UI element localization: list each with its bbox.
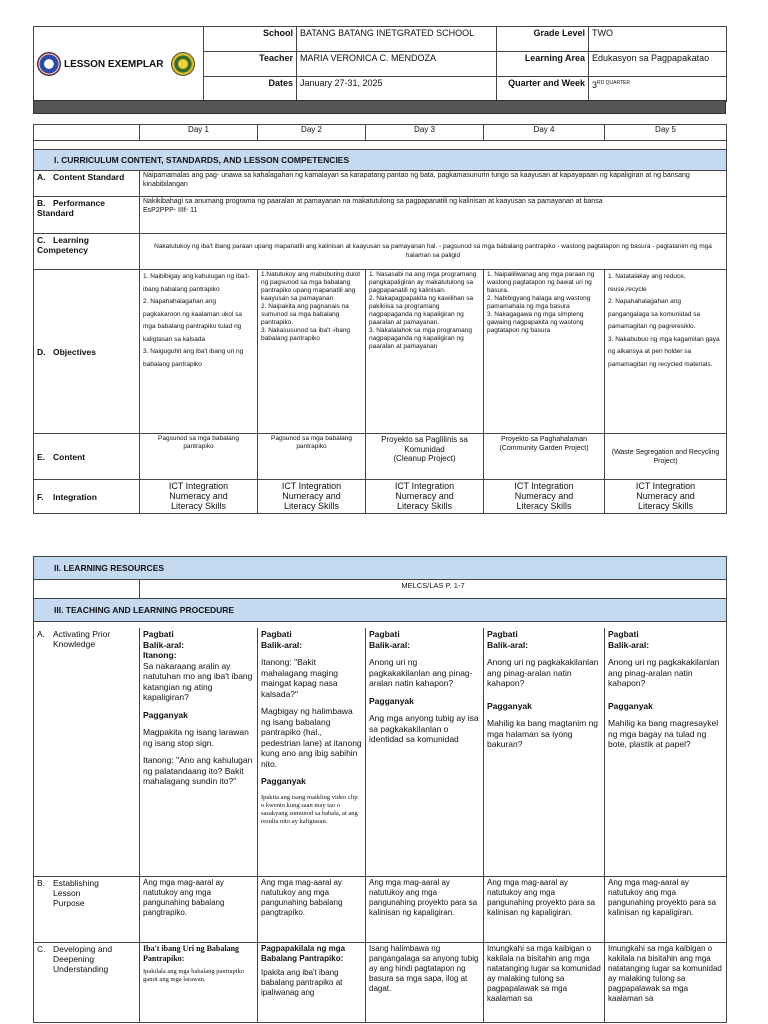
header-divider-bar	[33, 100, 726, 114]
integration-day-1: ICT Integration Numeracy and Literacy Skills	[140, 480, 258, 514]
performance-standard-text: Nakikibahagi sa anumang programa ng paaralan at pamayanan na makatutulong sa pagpapanatili ng kalinisan at kaayusan sa pamayanan at bansa	[143, 198, 603, 205]
grade-level-label: Grade Level	[497, 27, 589, 52]
content-day-3: Proyekto sa Paglilinis sa Komunidad (Cleanup Project)	[366, 434, 484, 480]
lesson-header-table	[33, 26, 727, 102]
developing-day-5: Imungkahi sa mga kaibigan o kakilala na bisitahin ang mga natatanging lugar sa komunidad ay malaking tulong sa pagpapalawak sa mga kaalaman sa	[605, 942, 727, 1022]
developing-text: Ipakilala ang mga babalang pantrapiko gamit ang mga larawan.	[143, 967, 245, 983]
row-letter: E.	[37, 451, 46, 462]
balik-aral-heading: Pagbati Balik-aral: Itanong:	[143, 629, 185, 660]
objectives-day-4: 1. Naipaliliwanag ang mga paraan ng wastong pagtatapon ng bawat uri ng basura. 2. Nabibigyang halaga ang wastong pamamahala ng mga basura 3. Nakagagawa ng mga simpleng gawaing nagpapakita ng wastong pagtatapon ng basura	[484, 270, 605, 434]
blank-corner	[34, 125, 140, 141]
quarter-number: 3	[592, 80, 598, 90]
section-curriculum-heading: I. CURRICULUM CONTENT, STANDARDS, AND LESSON COMPETENCIES	[34, 150, 727, 171]
pagganyak-heading: Pagganyak	[143, 709, 188, 720]
activating-day-1	[140, 628, 258, 876]
balik-aral-heading: Pagbati Balik-aral:	[487, 629, 529, 650]
pagganyak-text: Mahilig ka bang magtanim ng mga halaman sa iyong bakuran?	[487, 718, 599, 749]
developing-day-1	[140, 942, 258, 1022]
row-letter: C.	[37, 943, 46, 954]
row-label: Learning Competency	[37, 235, 89, 255]
school-value: BATANG BATANG INETGRATED SCHOOL	[297, 27, 497, 52]
school-seal-icon	[171, 52, 195, 76]
day-1-header: Day 1	[140, 125, 258, 141]
establishing-day-2: Ang mga mag-aaral ay natutukoy ang mga pangunahing babalang pangtrapiko.	[258, 876, 366, 942]
performance-standard-cell	[140, 197, 727, 234]
quarter-week-value	[589, 77, 727, 102]
activating-day-4	[484, 628, 605, 876]
learning-competency-text: Nakatutukoy ng iba't ibang paraan upang mapanatili ang kalinisan at kaayusan sa pamayanan hal. - pagsunod sa mga babalang pantrapiko - wastong pagtatapon ng basura - pagtatanim ng mga halaman sa paligid	[140, 234, 727, 270]
row-letter: F.	[37, 491, 44, 502]
objectives-label	[34, 270, 140, 434]
learning-area-label: Learning Area	[497, 52, 589, 77]
row-label: Developing and Deepening Understanding	[53, 943, 113, 974]
content-day-4: Proyekto sa Paghahalaman (Community Garden Project)	[484, 434, 605, 480]
row-letter: C.	[37, 235, 46, 245]
developing-day-3: Isang halimbawa ng pangangalaga sa anyong tubig ay ang hindi pagtatapon ng basura sa mga sapa, ilog at dagat.	[366, 942, 484, 1022]
integration-label	[34, 480, 140, 514]
pagganyak-text: Ipakita ang isang maikling video clip o kwento kung saan may tao o sasakyang sumunod sa babala, at ang resulta nito ay kaligtasan.	[261, 793, 358, 825]
procedure-table	[33, 556, 727, 1023]
developing-heading: Iba't ibang Uri ng Babalang Pantrapiko:	[143, 943, 240, 963]
objectives-day-3: 1. Nasasabi na ang mga programang pangkapaligiran ay makatutulong sa pagpapanatili ng kalinisan. 2. Nakapagpapakita ng kawilihan sa pakikiisa sa programang nagpapaganda ng kapaligiran ng paaralan at pamayanan. 3. Nakalalahok sa mga programang nagpapaganda ng kapaligiran ng paaralan at pamayanan	[366, 270, 484, 434]
dates-value: January 27-31, 2025	[297, 77, 497, 102]
row-letter: D.	[37, 346, 46, 357]
day-5-header: Day 5	[605, 125, 727, 141]
developing-day-4: Imungkahi sa mga kaibigan o kakilala na bisitahin ang mga natatanging lugar sa komunidad ay malaking tulong sa pagpapalawak sa mga kaalaman sa	[484, 942, 605, 1022]
activating-question: Sa nakaraang aralin ay natutuhan mo ang iba't ibang katangian ng ating kapaligiran?	[143, 660, 253, 702]
objectives-day-1: 1. Naibibigay ang kahulugan ng iba't-ibang babalang pantrapiko 2. Napahahalagahan ang pagkakaroon ng kaalaman ukol sa mga babalang pantrapiko tulad ng kaligtasan sa kalsada 3. Naiguguhit ang iba't ibang uri ng babalang pantrapiko	[140, 270, 258, 434]
establishing-day-1: Ang mga mag-aaral ay natutukoy ang mga pangunahing babalang pangtrapiko.	[140, 876, 258, 942]
lesson-exemplar-title: LESSON EXEMPLAR	[64, 58, 164, 70]
teacher-label: Teacher	[204, 52, 297, 77]
objectives-day-2: 1.Natutukoy ang mabubuting dulot ng pagsunod sa mga babalang pantrapiko upang mapanatili ang kaayusan sa pamayanan 2. Naipakita ang pagnanais na sumunod sa mga babalang pantrapiko. 3. Nakasusunod sa iba't -ibang babalang pantrapiko	[258, 270, 366, 434]
content-day-5: (Waste Segregation and Recycling Project)	[605, 434, 727, 480]
row-label: Integration	[53, 491, 97, 502]
row-letter: B.	[37, 198, 46, 208]
pagganyak-heading: Pagganyak	[261, 776, 306, 786]
pagganyak-heading: Pagganyak	[369, 695, 414, 706]
content-label	[34, 434, 140, 480]
performance-standard-code: EsP2PPP- IIIf- 11	[143, 206, 198, 214]
section-resources-heading: II. LEARNING RESOURCES	[34, 557, 727, 580]
activating-day-3	[366, 628, 484, 876]
integration-day-4: ICT Integration Numeracy and Literacy Skills	[484, 480, 605, 514]
activating-label	[34, 628, 140, 876]
row-label: Content Standard	[53, 172, 125, 182]
balik-aral-heading: Pagbati Balik-aral:	[261, 629, 303, 650]
dates-label: Dates	[204, 77, 297, 102]
pagganyak-heading: Pagganyak	[608, 700, 653, 711]
day-4-header: Day 4	[484, 125, 605, 141]
teacher-value: MARIA VERONICA C. MENDOZA	[297, 52, 497, 77]
pagganyak-text: Ang mga anyong tubig ay isa sa pagkakakilanlan o identidad sa komunidad	[369, 713, 479, 744]
developing-heading: Pagpapakilala ng mga Babalang Pantrapiko:	[261, 943, 346, 963]
row-label: Establishing Lesson Purpose	[53, 877, 99, 908]
grade-level-value: TWO	[589, 27, 727, 52]
learning-competency-label	[34, 234, 140, 270]
pagganyak-question: Itanong: "Ano ang kahulugan ng palatandaang ito? Bakit mahalagang sundin ito?"	[143, 755, 253, 786]
pagganyak-text: Magpakita ng isang larawan ng isang stop sign.	[143, 727, 249, 748]
establishing-day-4: Ang mga mag-aaral ay natutukoy ang mga pangunahing proyekto para sa kalinisan ng kapaligiran.	[484, 876, 605, 942]
resources-text: MELCS/LAS P. 1-7	[140, 580, 727, 599]
row-label: Objectives	[53, 346, 96, 357]
row-label: Activating Prior Knowledge	[53, 629, 111, 649]
activating-question: Anong uri ng pagkakakilanlan ang pinag-aralan natin kahapon?	[608, 657, 720, 688]
developing-day-2	[258, 942, 366, 1022]
performance-standard-label	[34, 197, 140, 234]
section-procedure-heading: III. TEACHING AND LEARNING PROCEDURE	[34, 599, 727, 622]
row-letter: B.	[37, 877, 46, 888]
quarter-week-label: Quarter and Week	[497, 77, 589, 102]
integration-day-3: ICT Integration Numeracy and Literacy Skills	[366, 480, 484, 514]
developing-label	[34, 942, 140, 1022]
pagganyak-text: Mahilig ka bang magresaykel ng mga bagay na tulad ng bote, plastik at papel?	[608, 718, 719, 749]
day-header-row	[34, 125, 727, 141]
content-day-1: Pagsunod sa mga babalang pantrapiko	[140, 434, 258, 480]
content-day-2: Pagsunod sa mga babalang pantrapiko	[258, 434, 366, 480]
row-label: Content	[53, 451, 86, 462]
header-logo-cell	[34, 27, 204, 102]
pagganyak-heading: Pagganyak	[487, 700, 532, 711]
balik-aral-heading: Pagbati Balik-aral:	[369, 629, 411, 650]
learning-area-value: Edukasyon sa Pagpapakatao	[589, 52, 727, 77]
integration-day-5: ICT Integration Numeracy and Literacy Skills	[605, 480, 727, 514]
establishing-label	[34, 876, 140, 942]
activating-question: Anong uri ng pagkakakilanlan ang pinag-aralan natin kahapon?	[369, 657, 473, 688]
activating-question: Anong uri ng pagkakakilanlan ang pinag-aralan natin kahapon?	[487, 657, 599, 688]
resources-blank	[34, 580, 140, 599]
deped-seal-icon	[37, 52, 61, 76]
establishing-day-3: Ang mga mag-aaral ay natutukoy ang mga pangunahing proyekto para sa kalinisan ng kapaligiran.	[366, 876, 484, 942]
quarter-suffix: RD QUARTER	[597, 80, 630, 86]
spacer	[34, 141, 727, 150]
establishing-day-5: Ang mga mag-aaral ay natutukoy ang mga pangunahing proyekto para sa kalinisan ng kapaligiran.	[605, 876, 727, 942]
activating-example: Magbigay ng halimbawa ng isang babalang pantrapiko (hal., pedestrian lane) at itanong kung ano ang ibig sabihin nito.	[261, 706, 362, 769]
row-letter: A.	[37, 172, 46, 182]
activating-day-5	[605, 628, 727, 876]
row-letter: A.	[37, 629, 46, 639]
day-3-header: Day 3	[366, 125, 484, 141]
developing-text: Ipakita ang iba't ibang babalang pantrapiko at ipaliwanag ang	[261, 967, 343, 997]
curriculum-table	[33, 124, 727, 514]
integration-day-2: ICT Integration Numeracy and Literacy Skills	[258, 480, 366, 514]
row-label: Performance Standard	[37, 198, 105, 218]
activating-day-2	[258, 628, 366, 876]
balik-aral-heading: Pagbati Balik-aral:	[608, 629, 650, 650]
content-standard-text: Naipamamalas ang pag- unawa sa kahalagahan ng kamalayan sa karapatang pantao ng bata, pagkamasunurin tungo sa kaayusan at kapayapaan ng kapaligiran at ng bansang kinabibilangan	[140, 171, 727, 197]
school-label: School	[204, 27, 297, 52]
content-standard-label	[34, 171, 140, 197]
day-2-header: Day 2	[258, 125, 366, 141]
objectives-day-5: 1. Natatalakay ang reduce, reuse,recycle 2. Napahahalagahan ang pangangalaga sa komunidad sa pamamagitan ng pagreresiklo. 3. Nakabubuo ng mga kagamitan gaya ng alkansya at pen holder sa pamamagitan ng recycled materials.	[605, 270, 727, 434]
activating-question: Itanong: "Bakit mahalagang maging maingat kapag nasa kalsada?"	[261, 657, 339, 699]
